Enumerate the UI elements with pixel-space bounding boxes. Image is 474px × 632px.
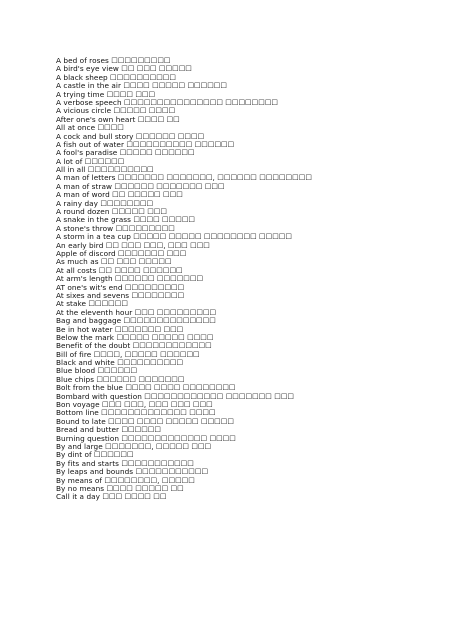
idiom-line: AT one's wit's end ☐☐☐☐☐☐☐☐☐ <box>56 282 185 292</box>
idiom-line: By no means ☐☐☐☐ ☐☐☐☐☐ ☐☐ <box>56 483 184 493</box>
idiom-line: A snake in the grass ☐☐☐☐ ☐☐☐☐☐ <box>56 215 196 225</box>
idiom-line: Bag and baggage ☐☐☐☐☐☐☐☐☐☐☐☐☐☐ <box>56 316 216 326</box>
idiom-line: After one's own heart ☐☐☐☐ ☐☐ <box>56 114 180 124</box>
idiom-line: Call it a day ☐☐☐ ☐☐☐☐ ☐☐ <box>56 492 167 502</box>
idiom-line: A castle in the air ☐☐☐☐ ☐☐☐☐☐ ☐☐☐☐☐☐ <box>56 81 227 91</box>
idiom-line: A man of letters ☐☐☐☐☐☐☐ ☐☐☐☐☐☐☐, ☐☐☐☐☐☐ ☐☐☐☐☐☐☐☐ <box>56 173 312 183</box>
idiom-line: Blue blood ☐☐☐☐☐☐ <box>56 366 138 376</box>
idiom-line: A man of word ☐☐ ☐☐☐☐☐ ☐☐☐ <box>56 190 183 200</box>
idiom-line: As much as ☐☐ ☐☐☐ ☐☐☐☐☐ <box>56 257 172 267</box>
idiom-line: By and large ☐☐☐☐☐☐☐, ☐☐☐☐☐ ☐☐☐ <box>56 441 212 451</box>
idiom-line: Burning question ☐☐☐☐☐☐☐☐☐☐☐☐☐ ☐☐☐☐ <box>56 433 236 443</box>
idiom-line: A bird's eye view ☐☐ ☐☐☐ ☐☐☐☐☐ <box>56 64 192 74</box>
idiom-line: At the eleventh hour ☐☐☐ ☐☐☐☐☐☐☐☐☐ <box>56 307 217 317</box>
idiom-line: A verbose speech ☐☐☐☐☐☐☐☐☐☐☐☐☐☐☐ ☐☐☐☐☐☐☐☐ <box>56 97 279 107</box>
idiom-line: A rainy day ☐☐☐☐☐☐☐☐ <box>56 198 154 208</box>
idiom-line: At arm's length ☐☐☐☐☐☐ ☐☐☐☐☐☐☐ <box>56 274 204 284</box>
idiom-line: A black sheep ☐☐☐☐☐☐☐☐☐☐ <box>56 72 176 82</box>
idiom-list <box>56 57 312 502</box>
idiom-line: Bombard with question ☐☐☐☐☐☐☐☐☐☐☐☐ ☐☐☐☐☐☐☐ ☐☐☐ <box>56 391 295 401</box>
idiom-line: Blue chips ☐☐☐☐☐☐ ☐☐☐☐☐☐☐ <box>56 374 185 384</box>
idiom-line: Black and white ☐☐☐☐☐☐☐☐☐☐ <box>56 358 184 368</box>
idiom-line: All in all ☐☐☐☐☐☐☐☐☐☐ <box>56 165 154 175</box>
idiom-line: A man of straw ☐☐☐☐☐☐ ☐☐☐☐☐☐☐ ☐☐☐ <box>56 181 225 191</box>
idiom-line: At sixes and sevens ☐☐☐☐☐☐☐☐ <box>56 290 185 300</box>
idiom-line: Apple of discord ☐☐☐☐☐☐☐ ☐☐☐ <box>56 248 187 258</box>
idiom-line: Bill of fire ☐☐☐☐, ☐☐☐☐☐ ☐☐☐☐☐☐ <box>56 349 200 359</box>
idiom-line: Be in hot water ☐☐☐☐☐☐☐ ☐☐☐ <box>56 324 184 334</box>
idiom-line: A stone's throw ☐☐☐☐☐☐☐☐☐ <box>56 223 175 233</box>
idiom-line: By fits and starts ☐☐☐☐☐☐☐☐☐☐☐ <box>56 458 194 468</box>
idiom-line: Benefit of the doubt ☐☐☐☐☐☐☐☐☐☐☐☐ <box>56 341 212 351</box>
idiom-line: At stake ☐☐☐☐☐☐ <box>56 299 128 309</box>
idiom-line: Bread and butter ☐☐☐☐☐☐ <box>56 425 161 435</box>
idiom-line: A cock and bull story ☐☐☐☐☐☐ ☐☐☐☐ <box>56 131 205 141</box>
idiom-line: Bolt from the blue ☐☐☐☐ ☐☐☐☐ ☐☐☐☐☐☐☐☐ <box>56 383 236 393</box>
idiom-line: Bottom line ☐☐☐☐☐☐☐☐☐☐☐☐☐ ☐☐☐☐ <box>56 408 216 418</box>
idiom-line: By dint of ☐☐☐☐☐☐ <box>56 450 134 460</box>
idiom-line: Bound to late ☐☐☐☐ ☐☐☐☐ ☐☐☐☐☐ ☐☐☐☐☐ <box>56 416 234 426</box>
idiom-line: A bed of roses ☐☐☐☐☐☐☐☐☐ <box>56 56 171 65</box>
idiom-line: A fool's paradise ☐☐☐☐☐ ☐☐☐☐☐☐ <box>56 148 195 158</box>
idiom-line: A storm in a tea cup ☐☐☐☐☐ ☐☐☐☐☐ ☐☐☐☐☐☐☐☐ ☐☐☐☐☐ <box>56 232 292 242</box>
idiom-line: A vicious circle ☐☐☐☐☐ ☐☐☐☐ <box>56 106 176 116</box>
idiom-line: A lot of ☐☐☐☐☐☐ <box>56 156 125 166</box>
idiom-line: A fish out of water ☐☐☐☐☐☐☐☐☐☐ ☐☐☐☐☐☐ <box>56 139 235 149</box>
idiom-line: A trying time ☐☐☐☐ ☐☐☐ <box>56 89 156 99</box>
idiom-line: All at once ☐☐☐☐ <box>56 123 124 133</box>
idiom-line: Below the mark ☐☐☐☐☐ ☐☐☐☐☐ ☐☐☐☐ <box>56 332 214 342</box>
idiom-line: A round dozen ☐☐☐☐☐ ☐☐☐ <box>56 207 167 217</box>
idiom-line: Bon voyage ☐☐☐ ☐☐☐, ☐☐☐ ☐☐☐ ☐☐☐ <box>56 400 213 410</box>
idiom-line: An early bird ☐☐ ☐☐☐ ☐☐☐, ☐☐☐ ☐☐☐ <box>56 240 210 250</box>
idiom-line: At all costs ☐☐ ☐☐☐☐ ☐☐☐☐☐☐ <box>56 265 183 275</box>
idiom-line: By means of ☐☐☐☐☐☐☐☐, ☐☐☐☐☐ <box>56 475 195 485</box>
idiom-line: By leaps and bounds ☐☐☐☐☐☐☐☐☐☐☐ <box>56 467 209 477</box>
